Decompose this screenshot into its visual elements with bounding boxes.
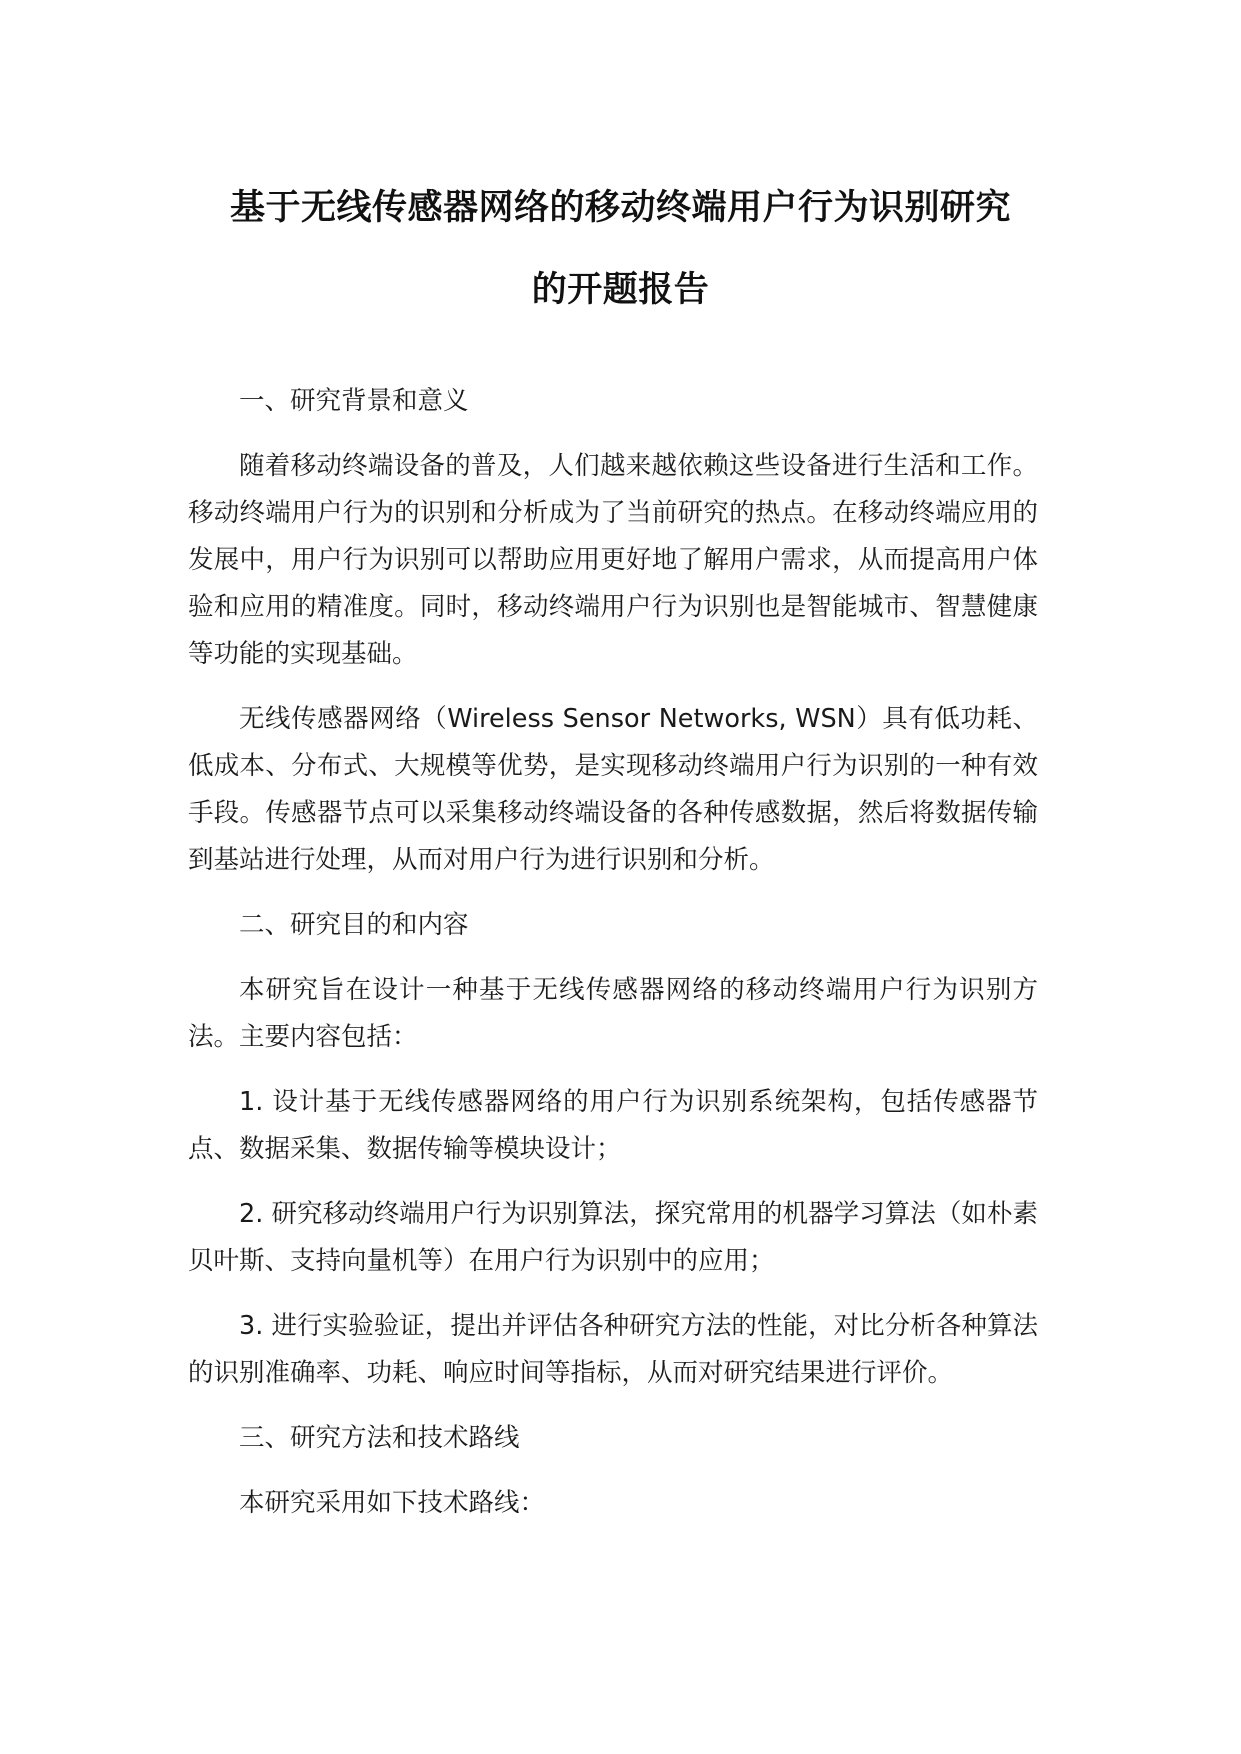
section-heading-objectives: 二、研究目的和内容 [239,910,469,940]
document-title-line2: 的开题报告 [531,270,710,310]
paragraph-background-2: 无线传感器网络（Wireless Sensor Networks, WSN）具有低功耗、低成本、分布式、大规模等优势，是实现移动终端用户行为识别的一种有效手段。传感器节点可以采集移动终端设备的各种传感数据，然后将数据传输到基站进行处理，从而对用户行为进行识别和分析。 [188,704,1038,875]
paragraph-background-1: 随着移动终端设备的普及，人们越来越依赖这些设备进行生活和工作。移动终端用户行为的识别和分析成为了当前研究的热点。在移动终端应用的发展中，用户行为识别可以帮助应用更好地了解用户需求，从而提高用户体验和应用的精准度。同时，移动终端用户行为识别也是智能城市、智慧健康等功能的实现基础。 [188,451,1038,669]
list-item-objective-3: 3. 进行实验验证，提出并评估各种研究方法的性能，对比分析各种算法的识别准确率、功耗、响应时间等指标，从而对研究结果进行评价。 [188,1311,1038,1388]
document-body [188,378,1038,1545]
section-heading-methods: 三、研究方法和技术路线 [239,1423,520,1453]
document-title-line1: 基于无线传感器网络的移动终端用户行为识别研究 [229,188,1011,228]
paragraph-methods-intro: 本研究采用如下技术路线： [239,1488,546,1518]
list-item-objective-2: 2. 研究移动终端用户行为识别算法，探究常用的机器学习算法（如朴素贝叶斯、支持向量机等）在用户行为识别中的应用； [188,1199,1038,1276]
list-item-objective-1: 1. 设计基于无线传感器网络的用户行为识别系统架构，包括传感器节点、数据采集、数据传输等模块设计； [188,1087,1038,1164]
section-heading-background: 一、研究背景和意义 [239,386,469,416]
paragraph-objectives-intro: 本研究旨在设计一种基于无线传感器网络的移动终端用户行为识别方法。主要内容包括： [188,975,1038,1052]
